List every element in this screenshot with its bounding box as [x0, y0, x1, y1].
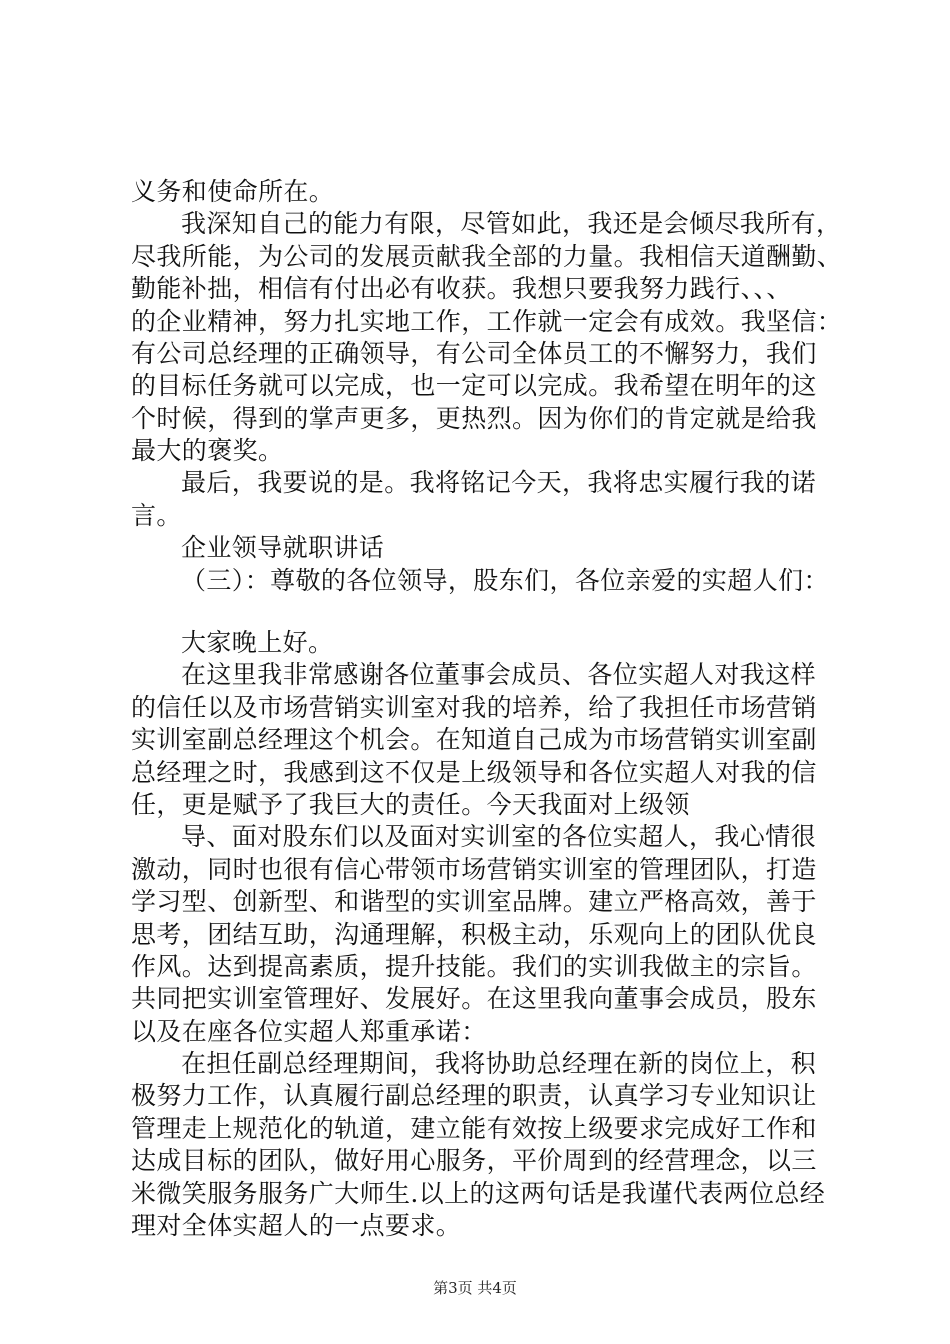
text-line: 尽我所能，为公司的发展贡献我全部的力量。我相信天道酬勤、 — [131, 242, 843, 271]
text-line: 的目标任务就可以完成，也一定可以完成。我希望在明年的这 — [131, 371, 817, 400]
page-footer: 第3页 共4页 — [433, 1279, 517, 1297]
text-line: 极努力工作，认真履行副总经理的职责，认真学习专业知识让 — [131, 1081, 817, 1110]
text-line: 实训室副总经理这个机会。在知道自己成为市场营销实训室副 — [131, 725, 817, 754]
text-line: 的企业精神，努力扎实地工作，工作就一定会有成效。我坚信： — [131, 307, 843, 336]
text-line: 最后，我要说的是。我将铭记今天，我将忠实履行我的诺 — [181, 468, 817, 497]
text-line: 勤能补拙，相信有付出必有收获。我想只要我努力践行、、、 — [131, 274, 792, 303]
text-line: 言。 — [131, 501, 182, 530]
text-line: 学习型、创新型、和谐型的实训室品牌。建立严格高效，善于 — [131, 887, 817, 916]
text-line: 思考，团结互助，沟通理解，积极主动，乐观向上的团队优良 — [131, 920, 817, 949]
text-line: 有公司总经理的正确领导，有公司全体员工的不懈努力，我们 — [131, 339, 817, 368]
salutation-line: （三）：尊敬的各位领导，股东们，各位亲爱的实超人们： — [181, 566, 829, 595]
text-line: 米微笑服务服务广大师生.以上的这两句话是我谨代表两位总经 — [131, 1179, 826, 1208]
text-line: 我深知自己的能力有限，尽管如此，我还是会倾尽我所有， — [181, 209, 842, 238]
text-line: 作风。达到提高素质，提升技能。我们的实训我做主的宗旨。 — [131, 952, 817, 981]
text-line: 理对全体实超人的一点要求。 — [131, 1211, 462, 1240]
text-line: 义务和使命所在。 — [131, 177, 335, 206]
text-line: 总经理之时，我感到这不仅是上级领导和各位实超人对我的信 — [131, 758, 817, 787]
text-line: 任，更是赋予了我巨大的责任。今天我面对上级领 — [131, 790, 690, 819]
text-line: 在这里我非常感谢各位董事会成员、各位实超人对我这样 — [181, 660, 817, 689]
text-line: 的信任以及市场营销实训室对我的培养，给了我担任市场营销 — [131, 693, 817, 722]
text-line: 最大的褒奖。 — [131, 436, 284, 465]
text-line: 共同把实训室管理好、发展好。在这里我向董事会成员，股东 — [131, 984, 817, 1013]
text-line: 激动，同时也很有信心带领市场营销实训室的管理团队，打造 — [131, 855, 817, 884]
text-line: 大家晚上好。 — [181, 628, 334, 657]
text-line: 个时候，得到的掌声更多，更热烈。因为你们的肯定就是给我 — [131, 404, 817, 433]
section-title: 企业领导就职讲话 — [181, 533, 385, 562]
text-line: 达成目标的团队，做好用心服务，平价周到的经营理念，以三 — [131, 1146, 817, 1175]
text-line: 在担任副总经理期间，我将协助总经理在新的岗位上，积 — [181, 1049, 817, 1078]
text-line: 管理走上规范化的轨道，建立能有效按上级要求完成好工作和 — [131, 1114, 817, 1143]
text-line: 导、面对股东们以及面对实训室的各位实超人，我心情很 — [181, 822, 817, 851]
text-line: 以及在座各位实超人郑重承诺： — [131, 1017, 487, 1046]
